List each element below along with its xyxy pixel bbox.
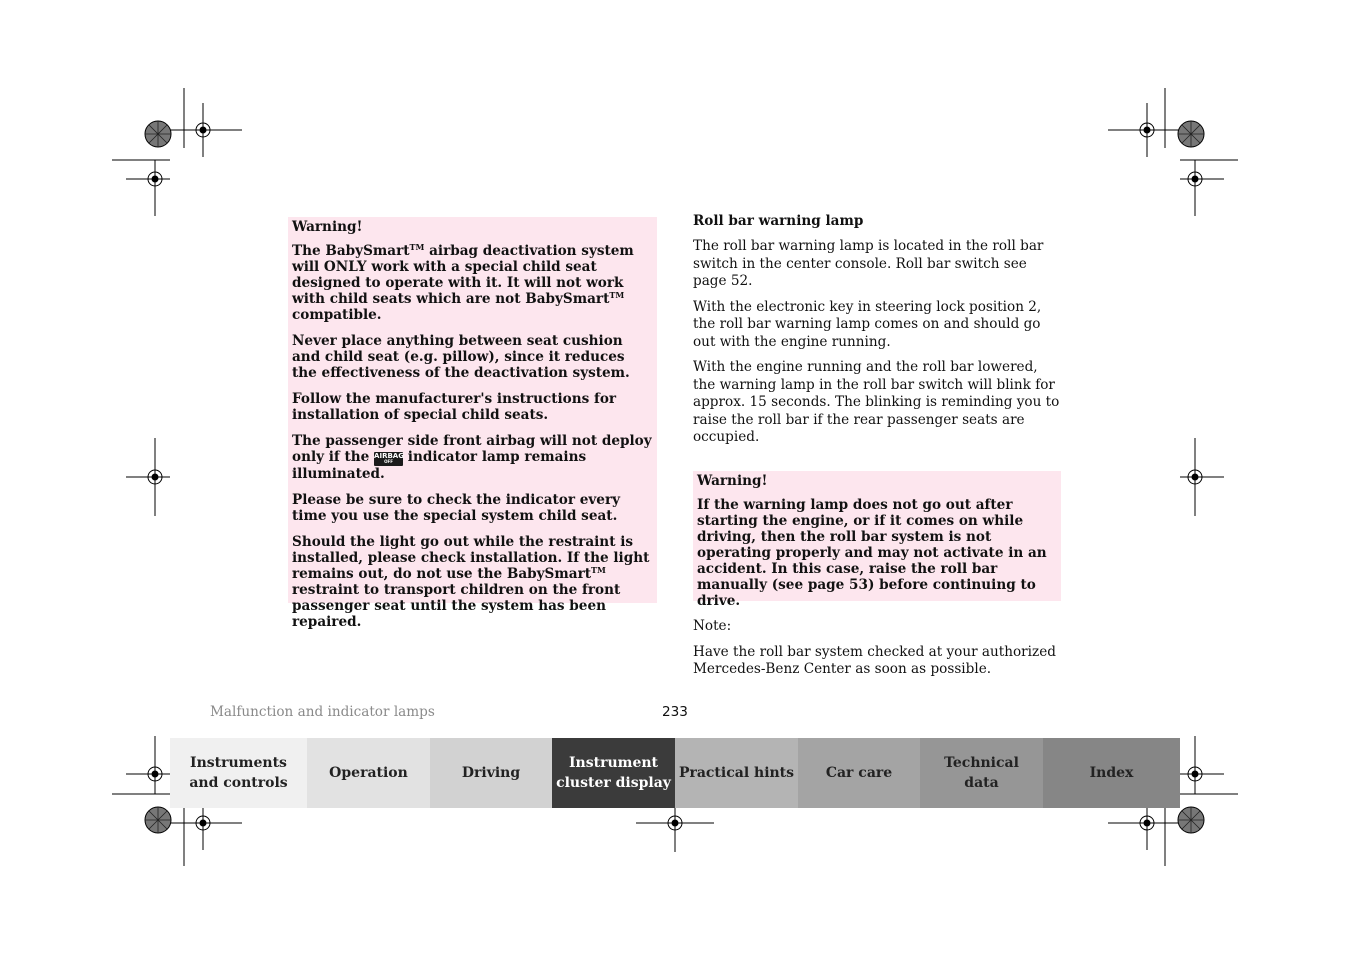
tab-technical-data[interactable]: Technical data bbox=[920, 738, 1043, 808]
roll-bar-heading: Roll bar warning lamp bbox=[693, 213, 864, 229]
section-title: Malfunction and indicator lamps bbox=[210, 704, 435, 720]
warning-paragraph-6: Should the light go out while the restraint is installed, please check installation. If the light remains out, do not use the BabySmart™ restraint to transport children on the front passenger seat until the system has been repaired. bbox=[292, 534, 650, 630]
warning-heading: Warning! bbox=[292, 219, 363, 235]
tab-instrument-cluster-display[interactable]: Instrument cluster display bbox=[552, 738, 675, 808]
babysmart-warning-box bbox=[288, 217, 657, 630]
tab-instruments-and-controls[interactable]: Instruments and controls bbox=[170, 738, 307, 808]
roll-bar-warning-heading: Warning! bbox=[697, 473, 768, 489]
tab-index[interactable]: Index bbox=[1043, 738, 1180, 808]
roll-bar-paragraph-1: The roll bar warning lamp is located in the roll bar switch in the center console. Roll bar switch see page 52. bbox=[693, 238, 1044, 289]
tab-driving[interactable]: Driving bbox=[430, 738, 552, 808]
warning-paragraph-3: Follow the manufacturer's instructions for installation of special child seats. bbox=[292, 391, 617, 423]
roll-bar-warning-text: If the warning lamp does not go out after starting the engine, or if it comes on while driving, then the roll bar system is not operating properly and may not activate in an accident. In this case, raise the roll bar manually (see page 53) before continuing to drive. bbox=[697, 497, 1047, 609]
tab-car-care[interactable]: Car care bbox=[798, 738, 920, 808]
roll-bar-warning-box bbox=[693, 471, 1061, 609]
airbag-off-icon: AIRBAG OFF bbox=[374, 452, 404, 464]
warning-paragraph-1: The BabySmart™ airbag deactivation system will ONLY work with a special child seat designed to operate with it. It will not work with child seats which are not BabySmart™ compatible. bbox=[292, 242, 634, 323]
warning-paragraph-5: Please be sure to check the indicator every time you use the special system child seat. bbox=[292, 492, 621, 524]
page-number: 233 bbox=[662, 704, 688, 720]
note-text: Have the roll bar system checked at your authorized Mercedes-Benz Center as soon as possible. bbox=[693, 643, 1056, 677]
tab-operation[interactable]: Operation bbox=[307, 738, 430, 808]
note-label: Note: bbox=[693, 618, 732, 634]
section-tab-bar bbox=[170, 738, 1180, 808]
tab-practical-hints[interactable]: Practical hints bbox=[675, 738, 798, 808]
roll-bar-section bbox=[693, 213, 1061, 455]
warning-paragraph-2: Never place anything between seat cushion and child seat (e.g. pillow), since it reduces the effectiveness of the deactivation system. bbox=[292, 333, 630, 381]
roll-bar-paragraph-3: With the engine running and the roll bar lowered, the warning lamp in the roll bar switch will blink for approx. 15 seconds. The blinking is reminding you to raise the roll bar if the rear passenger seats are occupied. bbox=[693, 359, 1060, 445]
warning-paragraph-4: The passenger side front airbag will not deploy only if the AIRBAG OFF indicator lamp remains illuminated. bbox=[292, 433, 652, 482]
note-section bbox=[693, 618, 1061, 687]
roll-bar-paragraph-2: With the electronic key in steering lock position 2, the roll bar warning lamp comes on and should go out with the engine running. bbox=[693, 298, 1042, 350]
